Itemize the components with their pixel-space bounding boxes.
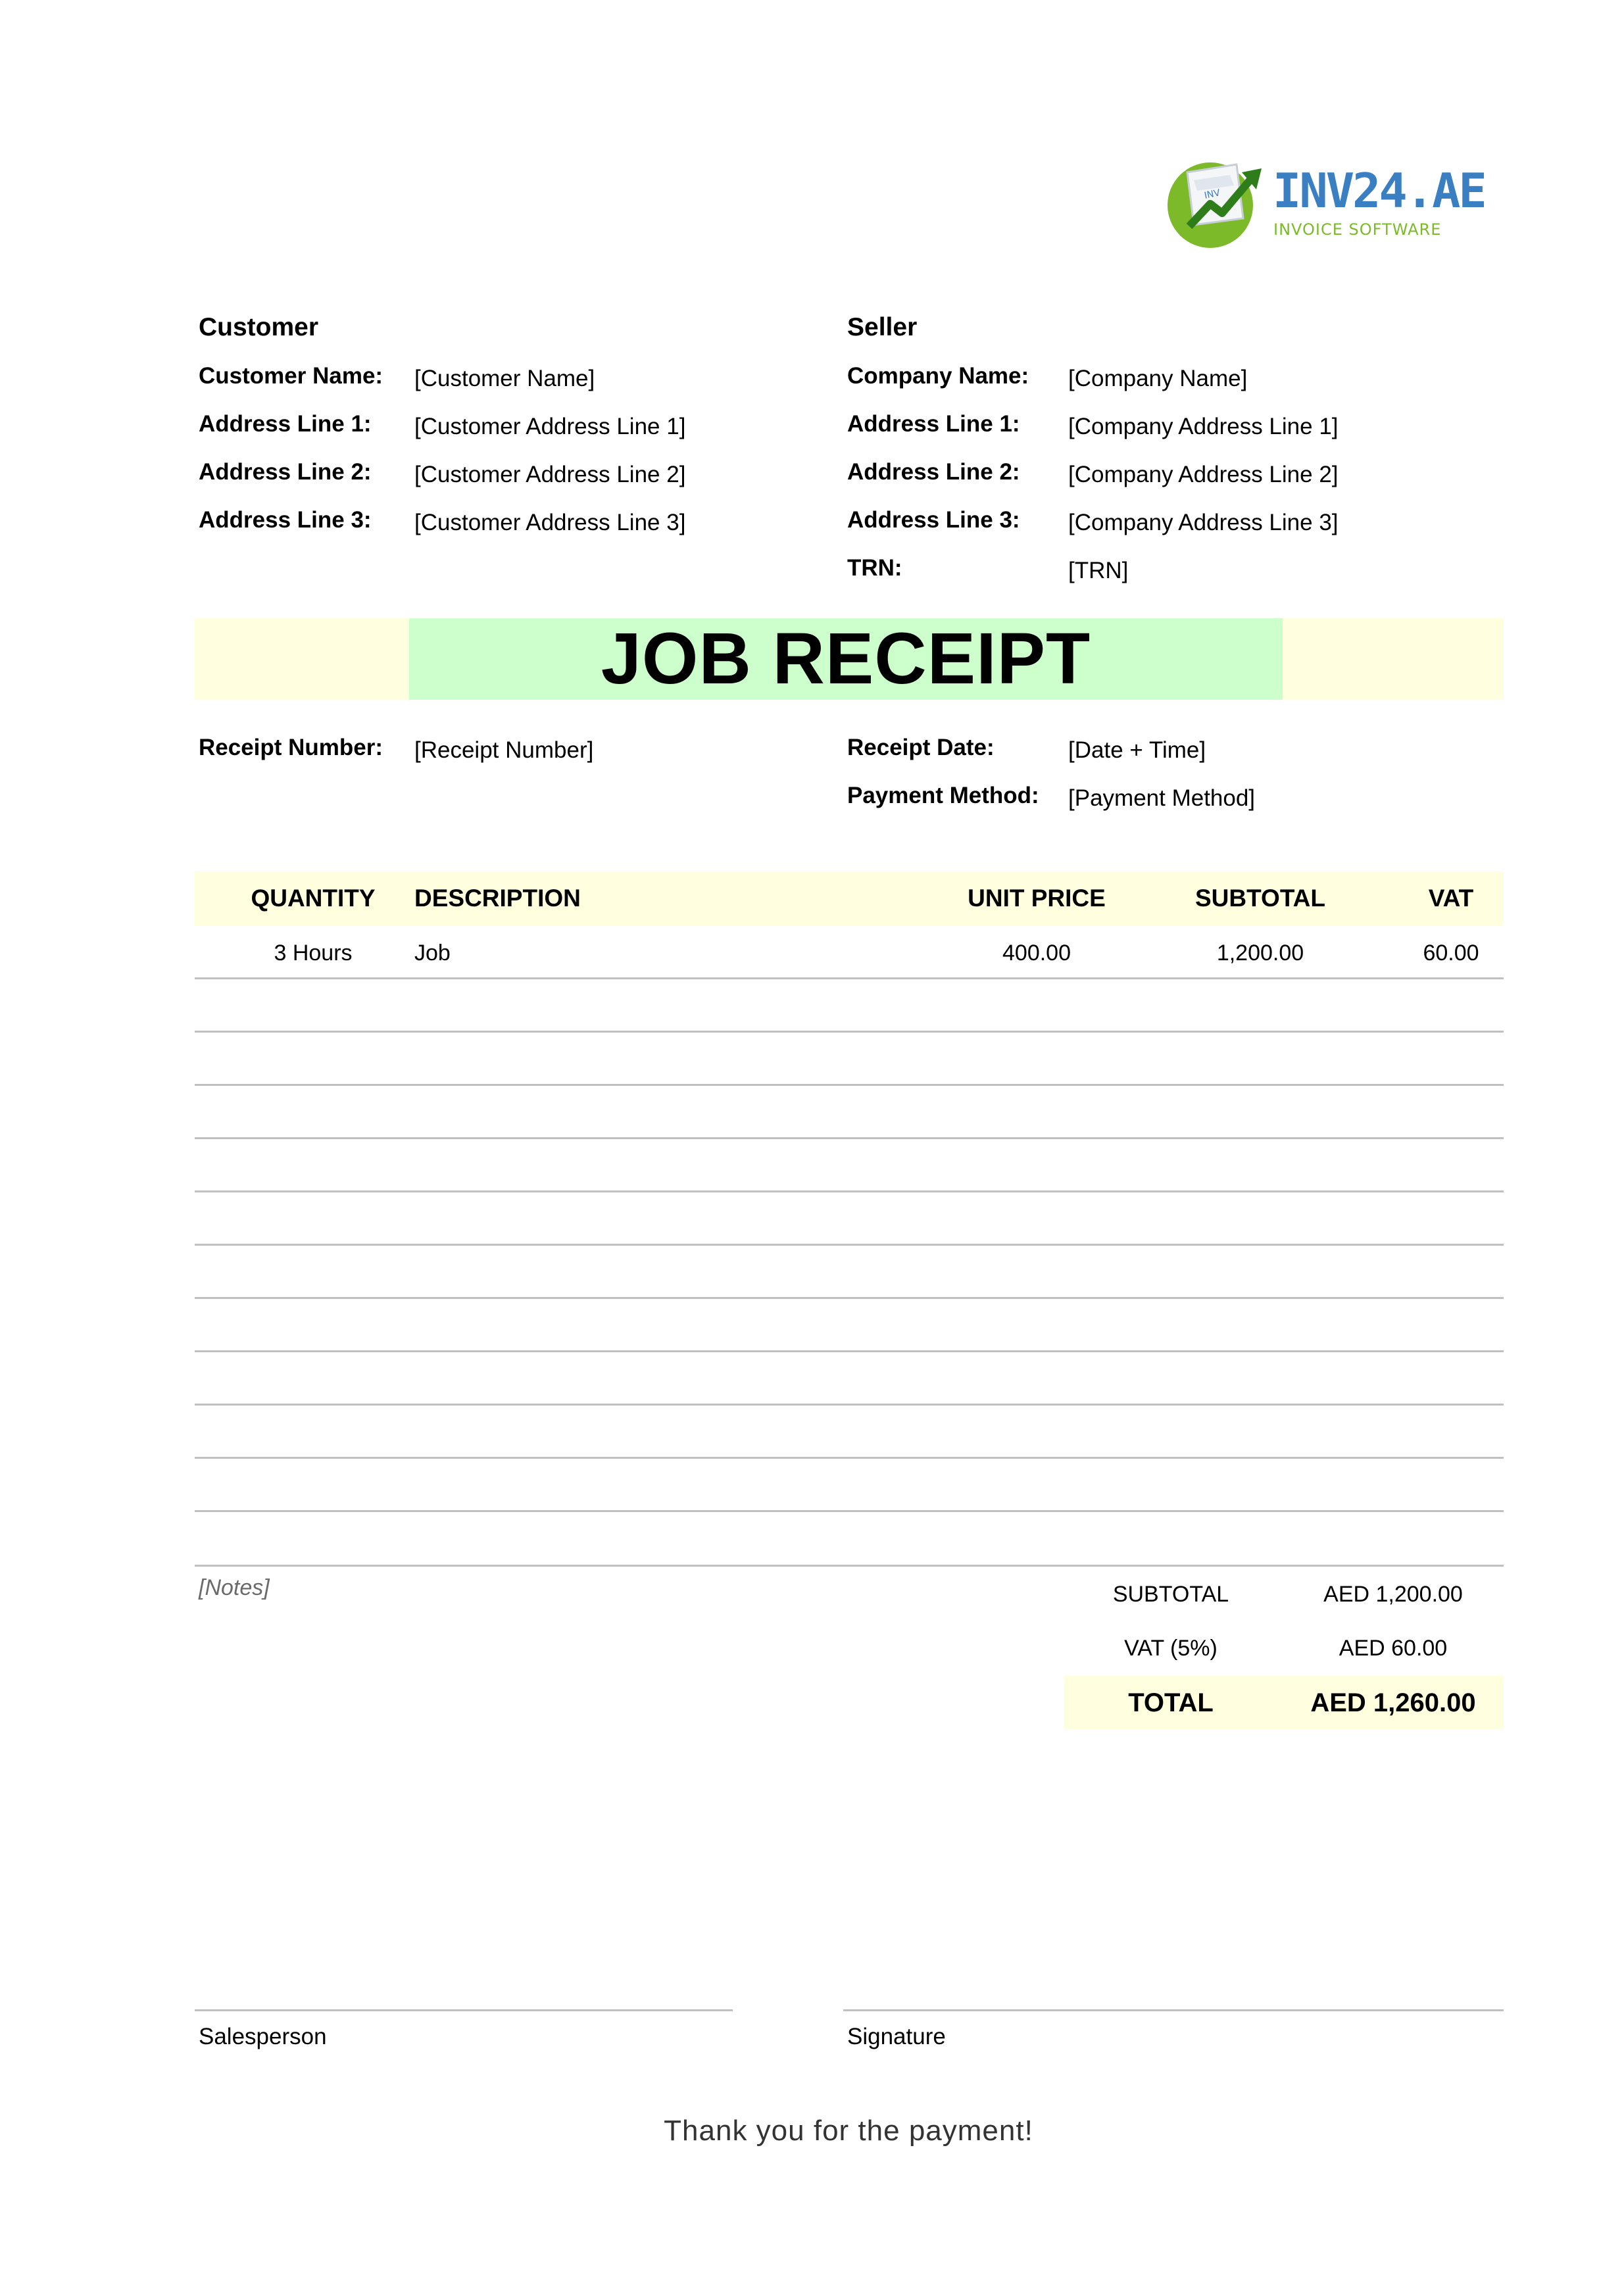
customer-address3-value: [Customer Address Line 3] <box>414 510 686 535</box>
customer-name-value: [Customer Name] <box>414 366 595 391</box>
row-subtotal: 1,200.00 <box>1216 941 1304 966</box>
notes-text: [Notes] <box>199 1575 270 1600</box>
totals-vat-label: VAT (5%) <box>1124 1636 1218 1661</box>
table-row <box>195 1300 1504 1352</box>
col-description-header: DESCRIPTION <box>414 885 581 912</box>
row-unit-price: 400.00 <box>1002 941 1071 966</box>
thank-you-message: Thank you for the payment! <box>664 2115 1033 2147</box>
seller-address3-value: [Company Address Line 3] <box>1068 510 1339 535</box>
table-row <box>195 980 1504 1033</box>
receipt-number-label: Receipt Number: <box>199 735 383 760</box>
receipt-number-value: [Receipt Number] <box>414 737 594 763</box>
salesperson-line <box>195 2009 733 2011</box>
table-row <box>195 1246 1504 1299</box>
document-title: JOB RECEIPT <box>601 618 1091 699</box>
col-quantity-header: QUANTITY <box>251 885 376 912</box>
payment-method-value: [Payment Method] <box>1068 785 1256 811</box>
seller-name-value: [Company Name] <box>1068 366 1248 391</box>
table-row <box>195 1513 1504 1567</box>
totals-subtotal-value: AED 1,200.00 <box>1323 1582 1463 1607</box>
seller-address1-value: [Company Address Line 1] <box>1068 414 1339 439</box>
customer-address1-value: [Customer Address Line 1] <box>414 414 686 439</box>
title-band <box>195 618 1504 700</box>
salesperson-label: Salesperson <box>199 2024 327 2049</box>
seller-name-label: Company Name: <box>847 363 1029 389</box>
payment-method-label: Payment Method: <box>847 783 1039 808</box>
seller-address3-label: Address Line 3: <box>847 507 1020 533</box>
title-highlight <box>409 618 1283 700</box>
signature-line <box>843 2009 1504 2011</box>
table-row <box>195 1193 1504 1246</box>
row-quantity: 3 Hours <box>274 941 353 966</box>
table-row <box>195 1033 1504 1086</box>
col-subtotal-header: SUBTOTAL <box>1194 885 1325 912</box>
customer-address1-label: Address Line 1: <box>199 411 372 437</box>
company-logo <box>1164 153 1485 251</box>
signature-label: Signature <box>847 2024 946 2049</box>
customer-address3-label: Address Line 3: <box>199 507 372 533</box>
table-row <box>195 1140 1504 1192</box>
table-row <box>195 1087 1504 1139</box>
seller-heading: Seller <box>847 313 918 341</box>
seller-address2-value: [Company Address Line 2] <box>1068 462 1339 487</box>
logo-tagline: INVOICE SOFTWARE <box>1273 220 1442 239</box>
row-vat: 60.00 <box>1423 941 1479 966</box>
table-row <box>195 1353 1504 1406</box>
col-vat-header: VAT <box>1428 885 1474 912</box>
table-row <box>195 1406 1504 1459</box>
grand-total-label: TOTAL <box>1128 1688 1214 1717</box>
receipt-date-value: [Date + Time] <box>1068 737 1206 763</box>
totals-subtotal-label: SUBTOTAL <box>1112 1582 1229 1607</box>
total-band <box>1064 1676 1504 1730</box>
table-row <box>195 927 1504 979</box>
seller-trn-value: [TRN] <box>1068 558 1129 583</box>
grand-total-value: AED 1,260.00 <box>1310 1688 1476 1717</box>
col-unit-price-header: UNIT PRICE <box>968 885 1106 912</box>
row-description: Job <box>414 941 451 966</box>
svg-text:INV: INV <box>1203 187 1221 201</box>
receipt-date-label: Receipt Date: <box>847 735 995 760</box>
totals-vat-value: AED 60.00 <box>1339 1636 1448 1661</box>
customer-address2-label: Address Line 2: <box>199 459 372 485</box>
items-table-header <box>195 871 1504 925</box>
customer-address2-value: [Customer Address Line 2] <box>414 462 686 487</box>
seller-address2-label: Address Line 2: <box>847 459 1020 485</box>
customer-heading: Customer <box>199 313 319 341</box>
invoice-chart-icon <box>1164 153 1269 251</box>
seller-address1-label: Address Line 1: <box>847 411 1020 437</box>
seller-trn-label: TRN: <box>847 555 902 581</box>
table-row <box>195 1459 1504 1512</box>
customer-name-label: Customer Name: <box>199 363 383 389</box>
logo-name: INV24.AE <box>1273 163 1485 218</box>
